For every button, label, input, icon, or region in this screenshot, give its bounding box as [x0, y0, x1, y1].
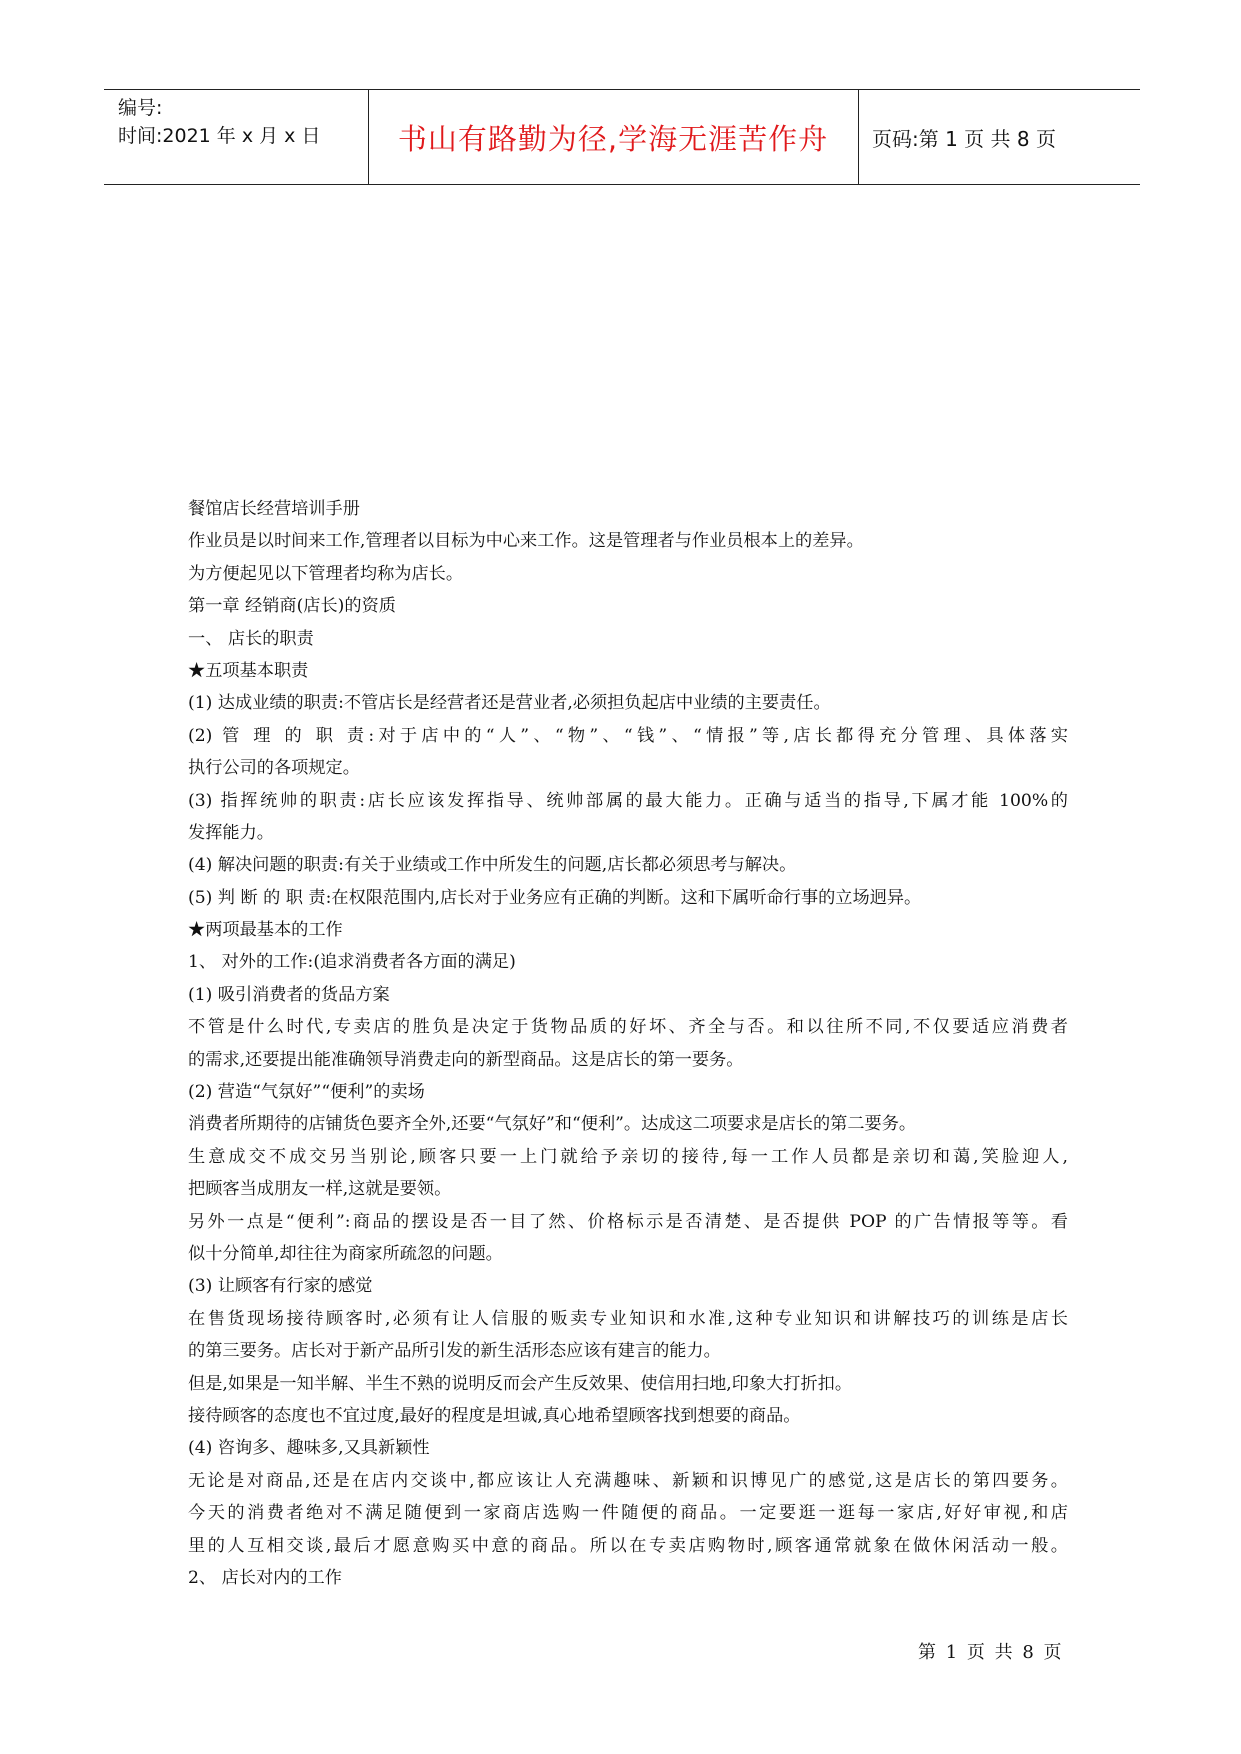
body-line: 餐馆店长经营培训手册 — [188, 499, 360, 519]
body-line: 不管是什么时代,专卖店的胜负是决定于货物品质的好坏、齐全与否。和以往所不同,不仅要适应消费者 — [188, 1017, 1068, 1038]
body-line: 的第三要务。店长对于新产品所引发的新生活形态应该有建言的能力。 — [188, 1341, 721, 1362]
body-line: (1) 吸引消费者的货品方案 — [188, 984, 390, 1005]
body-line: 第一章 经销商(店长)的资质 — [188, 596, 396, 617]
body-line: ★两项最基本的工作 — [188, 920, 343, 941]
body-line: (5) 判 断 的 职 责:在权限范围内,店长对于业务应有正确的判断。这和下属听命行事的立场迥异。 — [188, 887, 922, 908]
body-line: 今天的消费者绝对不满足随便到一家商店选购一件随便的商品。一定要逛一逛每一家店,好好审视,和店 — [188, 1503, 1068, 1524]
body-line: (3) 指挥统帅的职责:店长应该发挥指导、统帅部属的最大能力。正确与适当的指导,下属才能 100%的 — [188, 790, 1068, 811]
body-line: 里的人互相交谈,最后才愿意购买中意的商品。所以在专卖店购物时,顾客通常就象在做休闲活动一般。 — [188, 1535, 1068, 1556]
header-number-label: 编号: — [118, 97, 163, 119]
body-line: (4) 咨询多、趣味多,又具新颖性 — [188, 1438, 430, 1459]
header-divider — [858, 90, 859, 184]
header-motto: 书山有路勤为径,学海无涯苦作舟 — [397, 121, 829, 156]
body-line: 消费者所期待的店铺货色要齐全外,还要“气氛好”和“便利”。达成这二项要求是店长的第二要务。 — [188, 1114, 917, 1135]
body-line: 把顾客当成朋友一样,这就是要领。 — [188, 1179, 452, 1200]
body-line: 发挥能力。 — [188, 822, 274, 843]
header-meta — [118, 94, 320, 150]
body-line: 生意成交不成交另当别论,顾客只要一上门就给予亲切的接待,每一工作人员都是亲切和蔼,笑脸迎人, — [188, 1146, 1068, 1167]
body-line: 作业员是以时间来工作,管理者以目标为中心来工作。这是管理者与作业员根本上的差异。 — [188, 531, 864, 552]
body-line: 1、 对外的工作:(追求消费者各方面的满足) — [188, 952, 516, 973]
document-body — [188, 493, 1068, 1594]
body-line: (2) 管 理 的 职 责:对于店中的“人”、“物”、“钱”、“情报”等,店长都得充分管理、具体落实 — [188, 725, 1068, 746]
header-time-label: 时间:2021 年 x 月 x 日 — [118, 125, 321, 147]
body-line: (4) 解决问题的职责:有关于业绩或工作中所发生的问题,店长都必须思考与解决。 — [188, 855, 797, 876]
body-line: 的需求,还要提出能准确领导消费走向的新型商品。这是店长的第一要务。 — [188, 1049, 744, 1070]
body-line: 一、 店长的职责 — [188, 628, 314, 649]
page-footer: 第 1 页 共 8 页 — [918, 1642, 1064, 1663]
body-line: 似十分简单,却往往为商家所疏忽的问题。 — [188, 1243, 503, 1264]
body-line: (3) 让顾客有行家的感觉 — [188, 1276, 373, 1297]
body-line: 在售货现场接待顾客时,必须有让人信服的贩卖专业知识和水准,这种专业知识和讲解技巧的训练是店长 — [188, 1308, 1068, 1329]
body-line: 执行公司的各项规定。 — [188, 758, 360, 779]
body-line: 2、 店长对内的工作 — [188, 1567, 342, 1588]
body-line: 另外一点是“便利”:商品的摆设是否一目了然、价格标示是否清楚、是否提供 POP 的广告情报等等。看 — [188, 1211, 1068, 1232]
body-line: ★五项基本职责 — [188, 660, 309, 681]
header-page-label: 页码:第 1 页 共 8 页 — [872, 126, 1056, 151]
body-line: 无论是对商品,还是在店内交谈中,都应该让人充满趣味、新颖和识博见广的感觉,这是店长的第四要务。 — [188, 1470, 1068, 1491]
body-line: 接待顾客的态度也不宜过度,最好的程度是坦诚,真心地希望顾客找到想要的商品。 — [188, 1405, 801, 1426]
body-line: 但是,如果是一知半解、半生不熟的说明反而会产生反效果、使信用扫地,印象大打折扣。 — [188, 1373, 853, 1394]
document-header — [104, 89, 1140, 185]
body-line: 为方便起见以下管理者均称为店长。 — [188, 563, 464, 584]
body-line: (2) 营造“气氛好”“便利”的卖场 — [188, 1082, 425, 1103]
body-line: (1) 达成业绩的职责:不管店长是经营者还是营业者,必须担负起店中业绩的主要责任。 — [188, 693, 831, 714]
